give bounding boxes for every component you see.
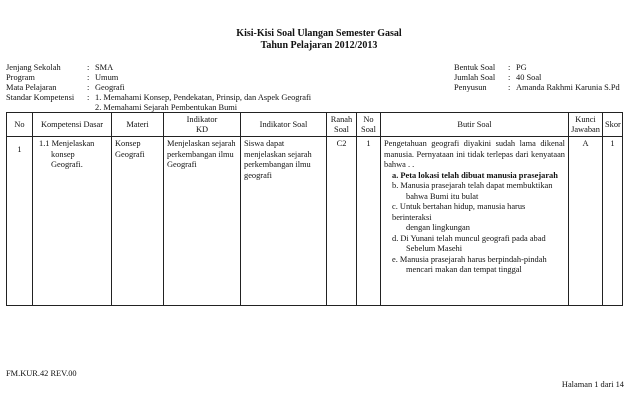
- meta-row-mapel: [6, 83, 311, 93]
- meta-value: Amanda Rakhmi Karunia S.Pd: [516, 83, 620, 92]
- kisi-kisi-table: [6, 112, 623, 306]
- option-d-text: d. Di Yunani telah muncul geografi pada abad: [392, 233, 546, 243]
- meta-sep: :: [508, 83, 511, 92]
- cell-materi: Konsep Geografi: [112, 137, 164, 306]
- option-b-cont: bahwa Bumi itu bulat: [406, 191, 479, 201]
- document-subtitle: Tahun Pelajaran 2012/2013: [260, 40, 378, 51]
- header-indikator-kd-line1: Indikator: [186, 114, 218, 124]
- meta-right: [454, 63, 620, 93]
- option-a: [384, 171, 565, 182]
- header-no-soal: [357, 113, 381, 137]
- meta-value: Geografi: [95, 83, 125, 92]
- table-header-row: [7, 113, 623, 137]
- header-indikator-kd: [164, 113, 241, 137]
- meta-label: Program: [6, 73, 35, 82]
- header-ranah-soal: [327, 113, 357, 137]
- meta-sep: :: [87, 83, 90, 92]
- cell-kunci: A: [569, 137, 603, 306]
- form-code: FM.KUR.42 REV.00: [6, 369, 77, 378]
- meta-value: 1. Memahami Konsep, Pendekatan, Prinsip, dan Aspek Geografi: [95, 93, 312, 102]
- header-kunci-jawaban: [569, 113, 603, 137]
- meta-row-penyusun: [454, 83, 620, 93]
- option-c: [384, 202, 565, 234]
- meta-row-program: [6, 73, 311, 83]
- option-b: [384, 181, 565, 202]
- page-number: Halaman 1 dari 14: [561, 380, 624, 389]
- meta-value: 40 Soal: [516, 73, 542, 82]
- kd-line2: konsep Geografi.: [51, 149, 83, 169]
- option-d-cont: Sebelum Masehi: [406, 244, 463, 253]
- meta-sep: :: [508, 63, 511, 72]
- question-text: Pengetahuan geografi diyakini sudah lama dikenal manusia. Pernyataan ini tidak terlepas dari kenyataan bahwa . .: [384, 139, 565, 169]
- header-ranah-line1: Ranah: [330, 114, 353, 124]
- meta-row-sk: [6, 93, 311, 103]
- kd-line1: 1.1 Menjelaskan: [39, 139, 95, 148]
- meta-row-sk-cont: 2. Memahami Sejarah Pembentukan Bumi: [95, 103, 238, 112]
- option-e-cont: mencari makan dan tempat tinggal: [406, 265, 522, 274]
- header-kompetensi-dasar: Kompetensi Dasar: [33, 113, 112, 137]
- meta-sep: :: [87, 73, 90, 82]
- cell-no: 1: [7, 137, 33, 306]
- meta-sep: :: [87, 93, 90, 102]
- meta-sep: :: [87, 63, 90, 72]
- header-no-soal-line2: Soal: [361, 124, 376, 134]
- document-title: Kisi-Kisi Soal Ulangan Semester Gasal: [236, 28, 402, 39]
- meta-left: [6, 63, 311, 113]
- header-materi: Materi: [112, 113, 164, 137]
- option-d: [384, 234, 565, 255]
- header-indikator-kd-line2: KD: [195, 124, 209, 134]
- meta-label: Standar Kompetensi: [6, 93, 75, 102]
- meta-label: Jumlah Soal: [454, 73, 496, 82]
- option-e-text: e. Manusia prasejarah harus berpindah-pindah: [392, 254, 547, 264]
- cell-skor: 1: [603, 137, 623, 306]
- header-skor: Skor: [603, 113, 623, 137]
- option-b-text: b. Manusia prasejarah telah dapat membuktikan: [392, 181, 553, 190]
- meta-label: Bentuk Soal: [454, 63, 496, 72]
- cell-ranah: C2: [327, 137, 357, 306]
- option-c-text: c. Untuk bertahan hidup, manusia harus berinteraksi: [392, 202, 526, 222]
- cell-indikator-kd: Menjelaskan sejarah perkembangan ilmu Geografi: [164, 137, 241, 306]
- header-indikator-soal: Indikator Soal: [241, 113, 327, 137]
- meta-row-bentuk: [454, 63, 620, 73]
- cell-no-soal: 1: [357, 137, 381, 306]
- header-kunci-line2: Jawaban: [571, 124, 600, 134]
- meta-row-jenjang: [6, 63, 311, 73]
- header-no-soal-line1: No: [363, 114, 374, 124]
- header-ranah-line2: Soal: [334, 124, 349, 134]
- meta-sep: :: [508, 73, 511, 82]
- cell-kompetensi-dasar: [33, 137, 112, 306]
- option-c-cont: dengan lingkungan: [406, 223, 470, 232]
- cell-butir-soal: [381, 137, 569, 306]
- meta-label: Mata Pelajaran: [6, 83, 57, 92]
- header-kunci-line1: Kunci: [575, 114, 596, 124]
- option-a-text: a. Peta lokasi telah dibuat manusia prasejarah: [392, 170, 558, 180]
- meta-value: SMA: [95, 63, 114, 72]
- meta-label: Jenjang Sekolah: [6, 63, 61, 72]
- option-e: [384, 255, 565, 276]
- meta-value: Umum: [95, 73, 119, 82]
- table-row: [7, 137, 623, 306]
- header-no: No: [7, 113, 33, 137]
- meta-label: Penyusun: [454, 83, 487, 92]
- meta-value: PG: [516, 63, 527, 72]
- meta-row-jumlah: [454, 73, 620, 83]
- cell-indikator-soal: Siswa dapat menjelaskan sejarah perkembangan ilmu geografi: [241, 137, 327, 306]
- header-butir-soal: Butir Soal: [381, 113, 569, 137]
